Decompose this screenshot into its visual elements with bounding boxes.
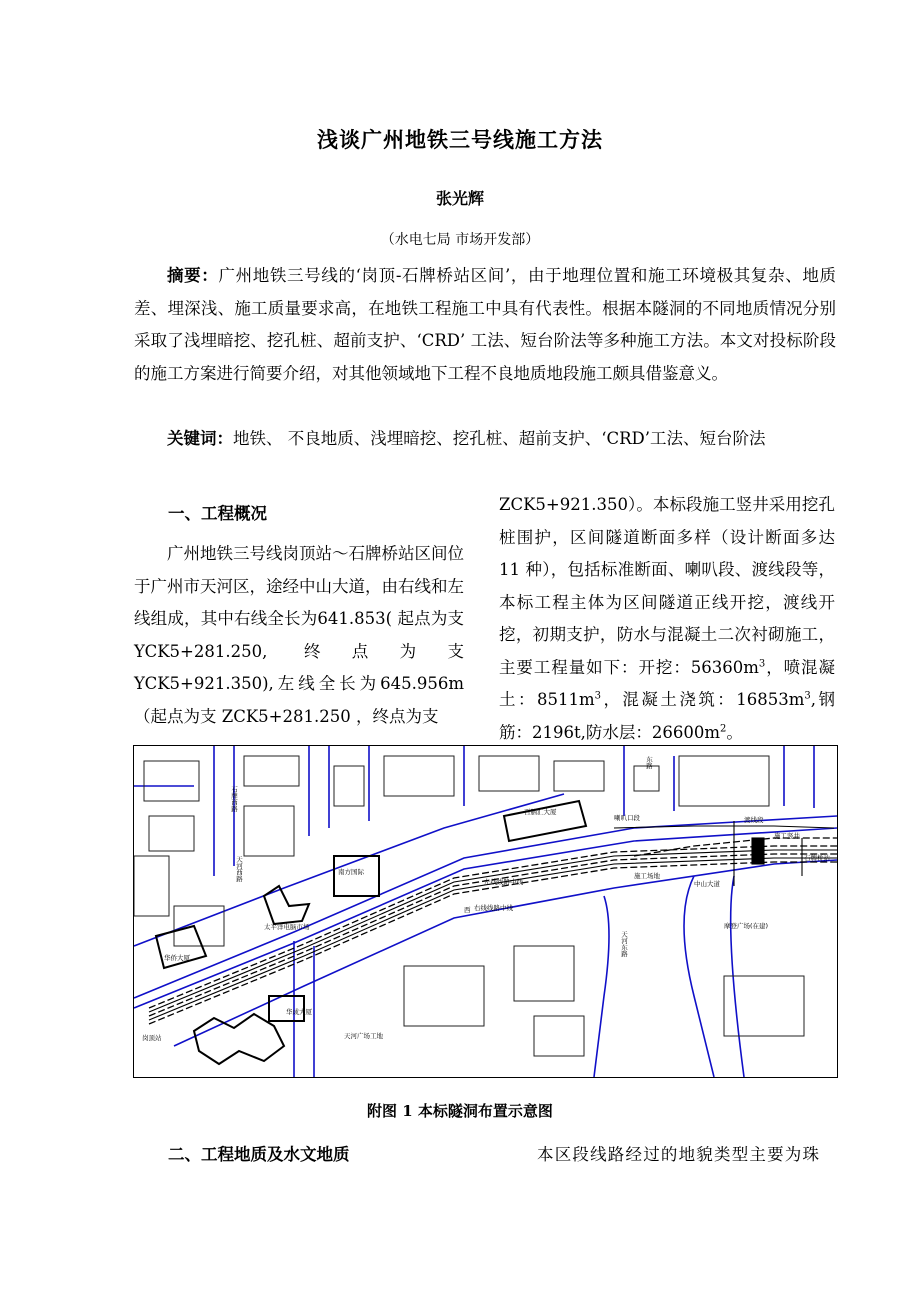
label-tianhe-west-rd: 天河西路 xyxy=(235,856,243,882)
right-text-c: ，混凝土浇筑：16853m xyxy=(600,690,805,709)
keywords-text: 地铁、 不良地质、浅埋暗挖、挖孔桩、超前支护、‘CRD’工法、短台阶法 xyxy=(233,429,766,448)
superscript-3a: 3 xyxy=(758,658,766,669)
superscript-3b: 3 xyxy=(594,690,601,702)
right-text-e: 。 xyxy=(726,722,743,742)
keywords xyxy=(134,423,836,456)
section1-left-column: 广州地铁三号线岗顶站～石牌桥站区间位于广州市天河区，途经中山大道，由右线和左线组成，其中右线全长为641.853( 起点为支 YCK5+281.250, 终点为支 YCK5+921.350),左线全长为645.956m（起点为支 ZCK5+281.250 ，终点为支 xyxy=(134,544,464,726)
label-construction-shaft: 施工竖井 xyxy=(774,832,800,840)
superscript-3c: 3 xyxy=(804,690,811,702)
section2-text: 本区段线路经过的地貌类型主要为珠 xyxy=(537,1145,821,1164)
label-west: 西 xyxy=(464,906,471,914)
label-modern-plaza: 摩登广场(在建) xyxy=(724,922,769,930)
label-shipaiqiao-station: 石牌桥站 xyxy=(804,854,830,862)
tunnel-layout-map xyxy=(134,746,837,1077)
label-east-road: 东路 xyxy=(645,756,653,769)
abstract-text: 广州地铁三号线的‘岗顶-石牌桥站区间’，由于地理位置和施工环境极其复杂、地质差、埋深浅、施工质量要求高，在地铁工程施工中具有代表性。根据本隧洞的不同地质情况分别采取了浅埋暗挖、挖孔桩、超前支护、‘CRD’ 工法、短台阶法等多种施工方法。本文对投标阶段的施工方案进行简要介绍，对其他领域地下工程不良地质地段施工颇具借鉴意义。 xyxy=(134,266,836,383)
label-huaqiao-building: 华侨大厦 xyxy=(164,954,190,962)
author: 张光辉 xyxy=(435,189,484,208)
right-text-d: ,钢筋：2196t,防水层：26600m xyxy=(499,690,836,742)
right-text-b: ，喷混凝土：8511m xyxy=(499,657,835,709)
label-nanfang-guoji: 南方国际 xyxy=(338,868,364,876)
figure-caption: 附图 1 本标隧洞布置示意图 xyxy=(367,1102,553,1120)
label-gangding-station: 岗顶站 xyxy=(142,1034,162,1042)
tunnel-layout-figure xyxy=(133,745,838,1078)
superscript-2: 2 xyxy=(720,723,727,734)
paper-title: 浅谈广州地铁三号线施工方法 xyxy=(317,128,603,152)
section2-heading: 二、工程地质及水文地质 xyxy=(168,1145,350,1164)
keywords-label: 关键词： xyxy=(167,429,233,448)
label-right-line-center: 右线线路中线 xyxy=(474,904,513,912)
label-construction-site: 施工场地 xyxy=(634,872,660,880)
section1-heading: 一、工程概况 xyxy=(168,504,267,523)
abstract xyxy=(134,260,836,390)
label-crossover-section: 渡线段 xyxy=(744,816,764,824)
label-left-line-center: 左线线路中线 xyxy=(484,878,523,886)
label-shipai-west-rd: 石牌西路 xyxy=(230,786,238,812)
label-tianhe-east-rd: 天河东路 xyxy=(620,931,628,957)
label-zhongshan-avenue: 中山大道 xyxy=(694,880,720,888)
label-bainaohui-building: 百脑汇大厦 xyxy=(524,808,557,816)
abstract-label: 摘要： xyxy=(167,266,219,285)
right-text-a: ZCK5+921.350）。本标段施工竖井采用挖孔桩围护，区间隧道断面多样（设计断面多达 11 种），包括标准断面、喇叭段、渡线段等，本标工程主体为区间隧道正线开挖，渡线开挖，初期支护，防水与混凝土二次衬砌施工，主要工程量如下：开挖：56360m xyxy=(499,495,835,677)
label-pacific-computer-market: 太平洋电脑市场 xyxy=(264,923,310,931)
section1-right-column xyxy=(499,489,835,749)
label-huacheng-building: 华成大厦 xyxy=(286,1008,312,1016)
label-bell-mouth-section: 喇叭口段 xyxy=(614,814,640,822)
label-tianhe-plaza-site: 天河广场工地 xyxy=(344,1032,383,1040)
affiliation: （水电七局 市场开发部） xyxy=(380,232,540,248)
